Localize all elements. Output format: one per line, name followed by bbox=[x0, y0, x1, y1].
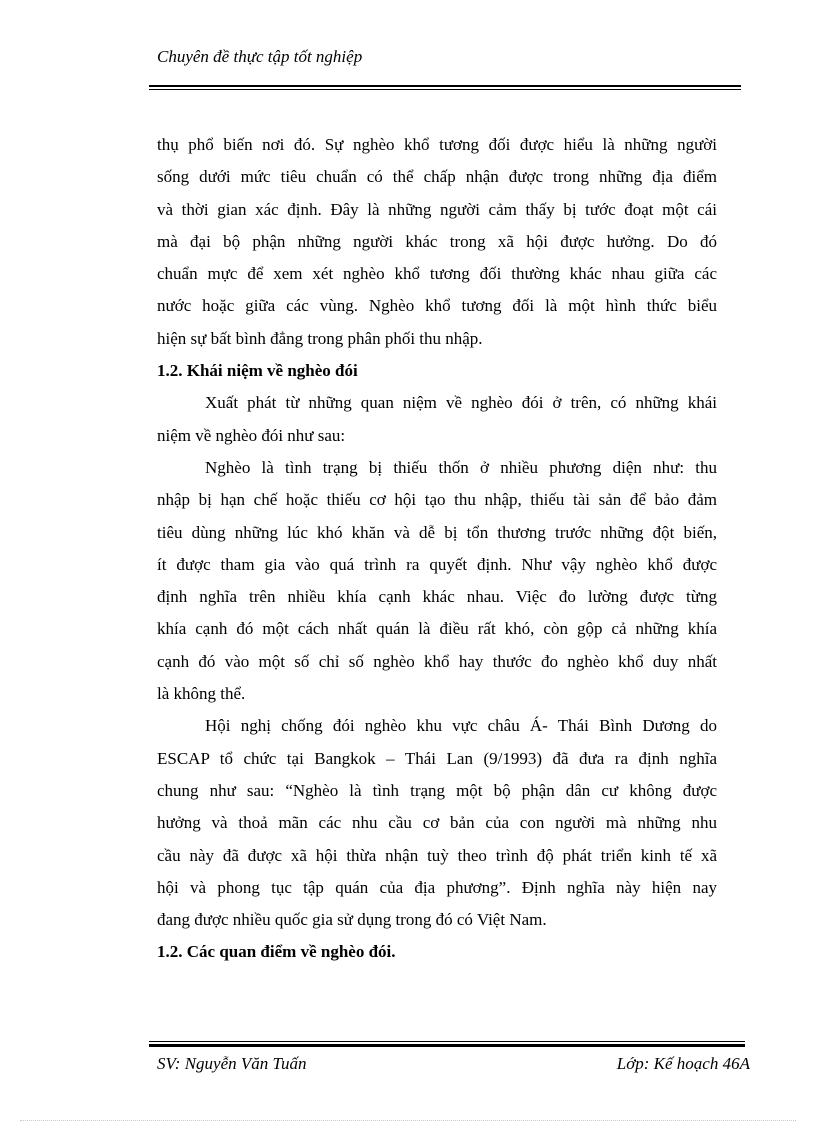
text-line: Nghèo là tình trạng bị thiếu thốn ở nhiều phương diện như: thu bbox=[205, 457, 717, 477]
section-heading: 1.2. Khái niệm về nghèo đói bbox=[157, 361, 358, 381]
text-line: nước hoặc giữa các vùng. Nghèo khổ tương đối là một hình thức biểu bbox=[157, 296, 717, 316]
text-line: ESCAP tổ chức tại Bangkok – Thái Lan (9/1993) đã đưa ra định nghĩa bbox=[157, 748, 717, 768]
footer-class-name: Lớp: Kế hoạch 46A bbox=[616, 1054, 750, 1073]
text-line: cầu này đã được xã hội thừa nhận tuỳ theo trình độ phát triển kinh tế xã bbox=[157, 845, 717, 865]
text-line: chung như sau: “Nghèo là tình trạng một bộ phận dân cư không được bbox=[157, 780, 717, 800]
text-line: và thời gian xác định. Đây là những người cảm thấy bị tước đoạt một cái bbox=[157, 199, 717, 219]
header-divider-thin bbox=[149, 89, 741, 90]
page-bottom-dotted-border bbox=[20, 1120, 796, 1121]
text-line: cạnh đó vào một số chỉ số nghèo khổ hay thước đo nghèo khổ duy nhất bbox=[157, 651, 717, 671]
document-body bbox=[157, 129, 717, 969]
footer-divider-thin bbox=[149, 1041, 745, 1042]
text-line: Hội nghị chống đói nghèo khu vực châu Á- Thái Bình Dương do bbox=[205, 716, 717, 736]
text-line: Xuất phát từ những quan niệm về nghèo đói ở trên, có những khái bbox=[205, 393, 717, 413]
text-line: là không thể. bbox=[157, 684, 246, 704]
header-divider bbox=[149, 85, 741, 87]
text-line: tiêu dùng những lúc khó khăn và dễ bị tổn thương trước những đột biến, bbox=[157, 522, 717, 542]
text-line: đang được nhiều quốc gia sử dụng trong đó có Việt Nam. bbox=[157, 910, 547, 930]
text-line: thụ phổ biến nơi đó. Sự nghèo khổ tương đối được hiểu là những người bbox=[157, 135, 717, 154]
text-line: chuẩn mực để xem xét nghèo khổ tương đối thường khác nhau giữa các bbox=[157, 264, 717, 284]
text-line: mà đại bộ phận những người khác trong xã hội được hưởng. Do đó bbox=[157, 231, 717, 251]
text-line: hội và phong tục tập quán của địa phương”. Định nghĩa này hiện nay bbox=[157, 877, 717, 897]
text-line: niệm về nghèo đói như sau: bbox=[157, 425, 346, 445]
text-line: định nghĩa trên nhiều khía cạnh khác nhau. Việc đo lường được từng bbox=[157, 587, 717, 607]
text-line: hiện sự bất bình đẳng trong phân phối thu nhập. bbox=[157, 328, 483, 348]
section-heading: 1.2. Các quan điểm về nghèo đói. bbox=[157, 942, 396, 962]
text-line: nhập bị hạn chế hoặc thiếu cơ hội tạo thu nhập, thiếu tài sản để bảo đảm bbox=[157, 490, 717, 510]
footer-student-name: SV: Nguyễn Văn Tuấn bbox=[157, 1054, 307, 1073]
text-line: hưởng và thoả mãn các nhu cầu cơ bản của con người mà những nhu bbox=[157, 813, 717, 833]
page-header-title: Chuyên đề thực tập tốt nghiệp bbox=[157, 47, 363, 66]
text-line: ít được tham gia vào quá trình ra quyết định. Như vậy nghèo khổ được bbox=[157, 554, 717, 574]
footer-divider bbox=[149, 1044, 745, 1047]
text-line: sống dưới mức tiêu chuẩn có thể chấp nhận được trong những địa điểm bbox=[157, 167, 717, 187]
text-line: khía cạnh đó một cách nhất quán là điều rất khó, còn gộp cả những khía bbox=[157, 619, 717, 639]
